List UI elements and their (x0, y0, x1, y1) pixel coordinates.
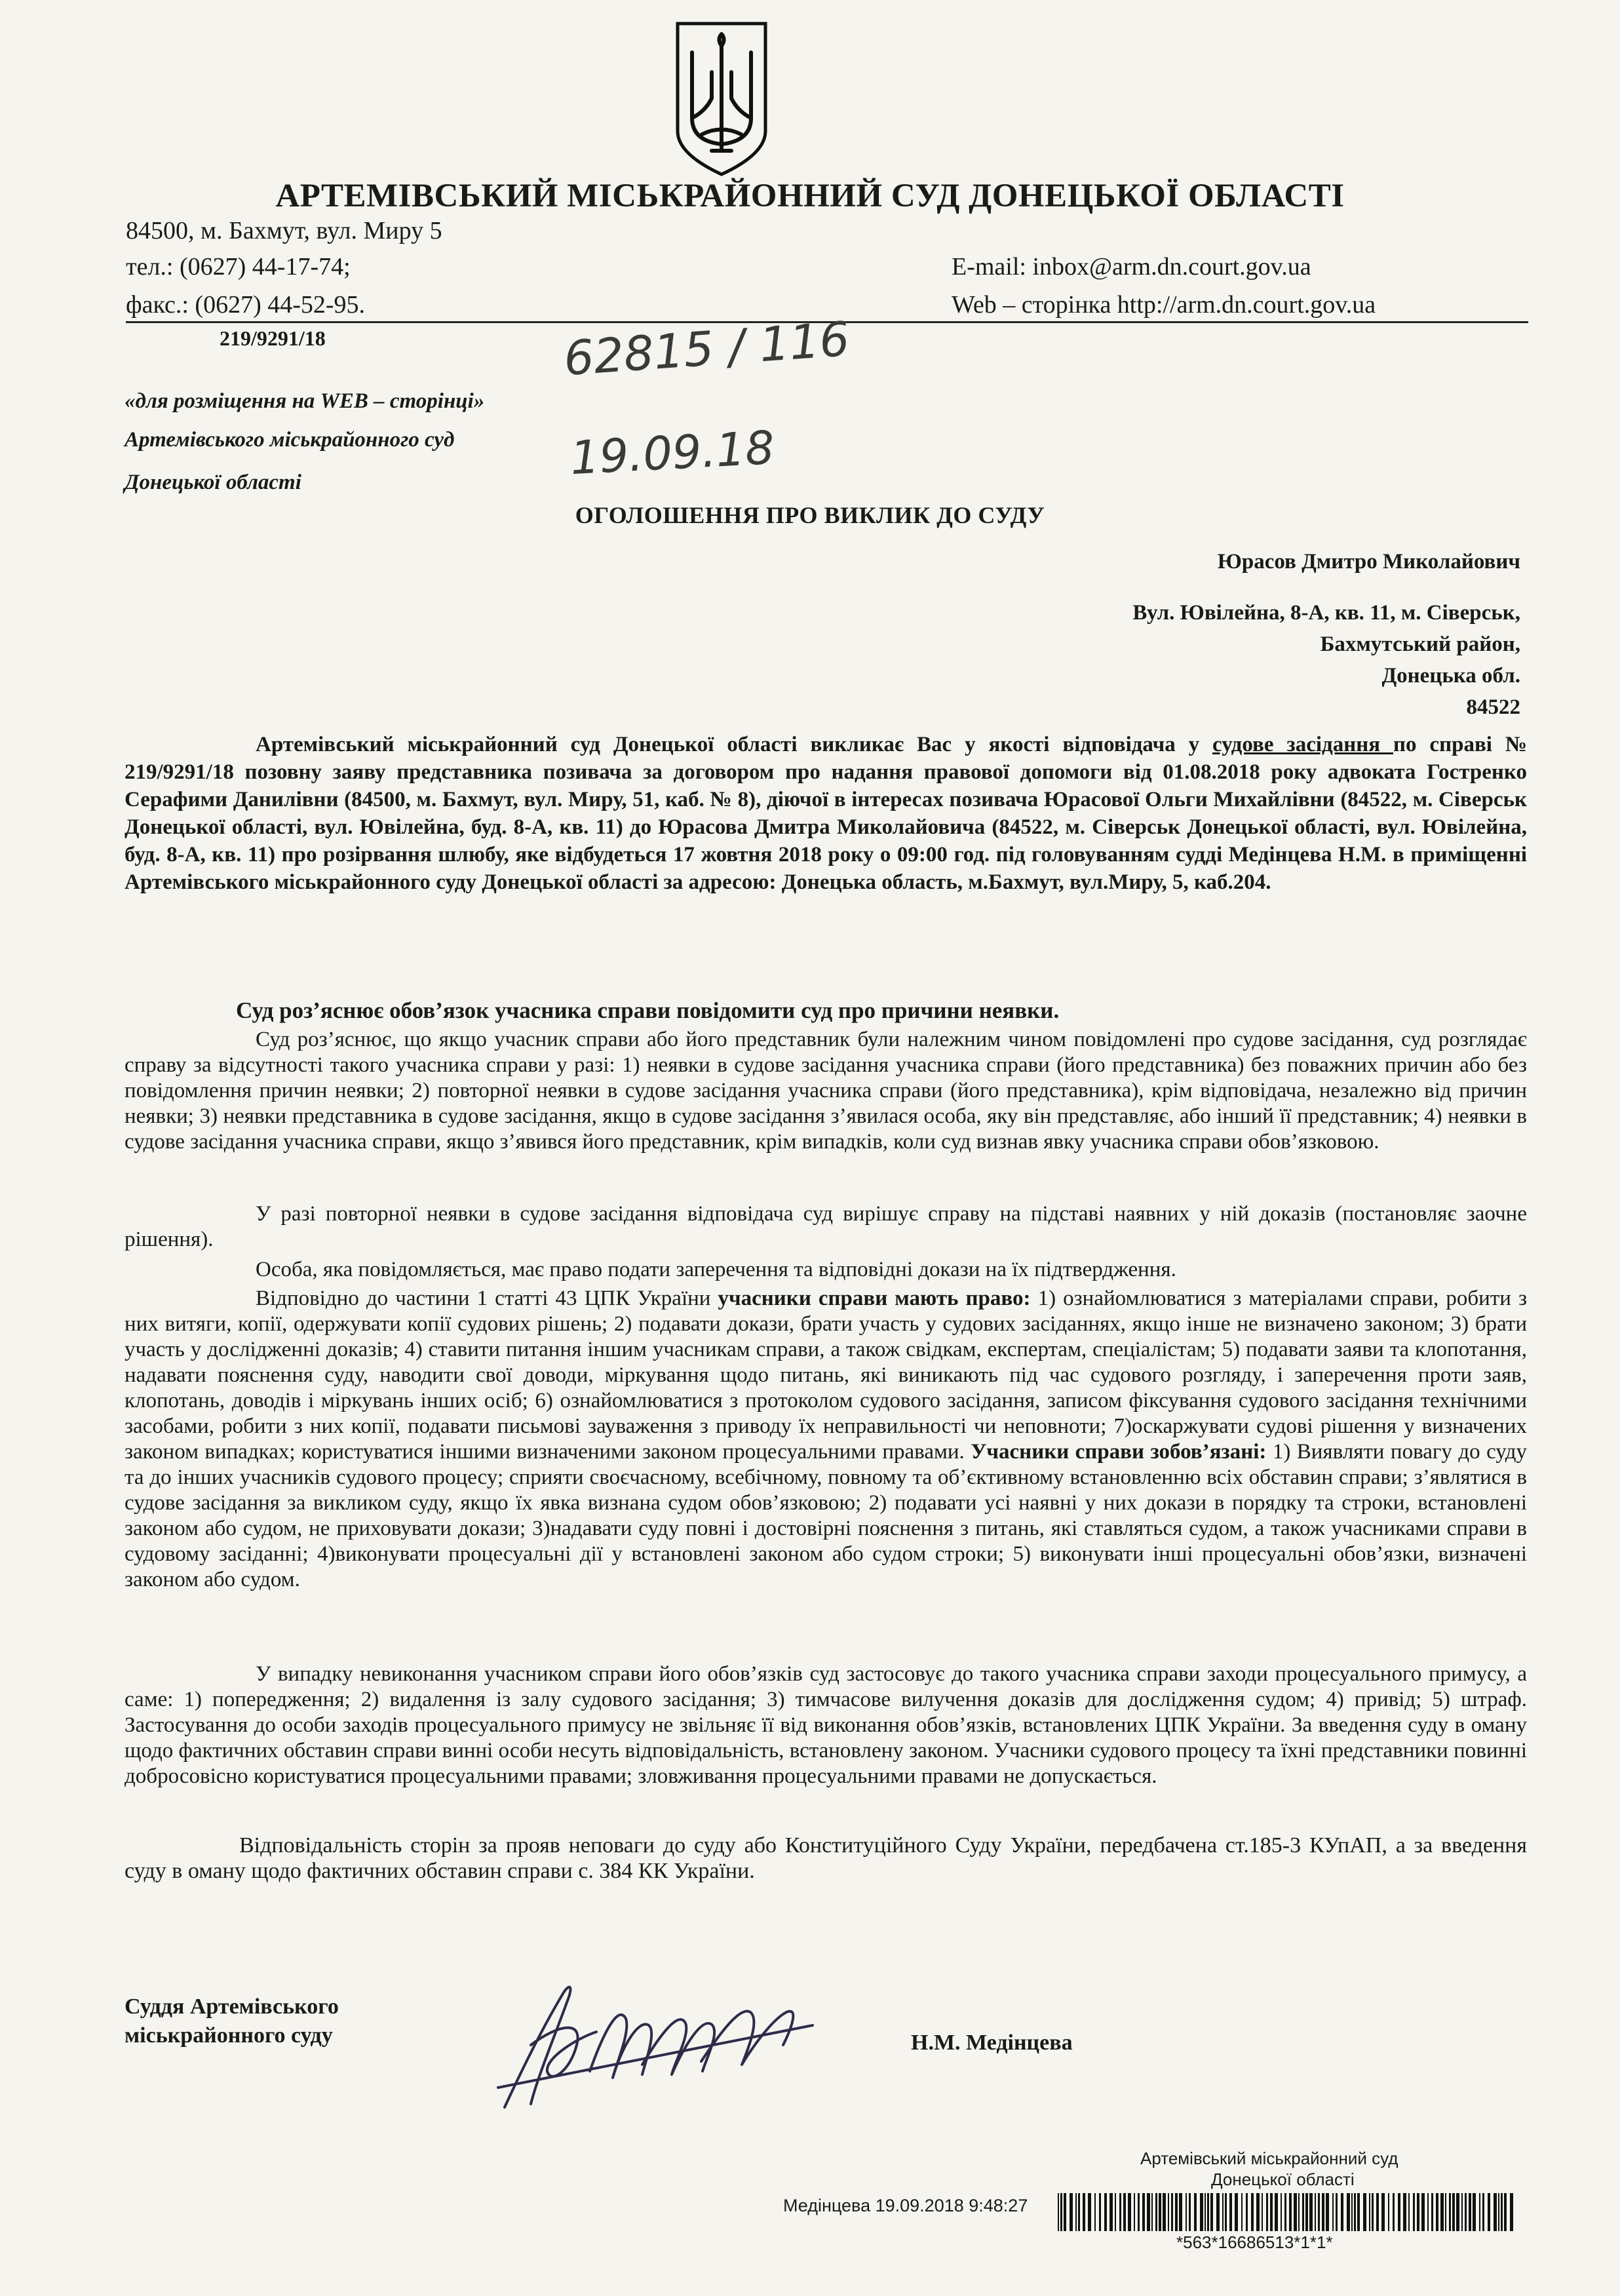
summons-text-start: Артемівський міськрайонний суд Донецької області викликає Вас у якості відповідача у (256, 733, 1213, 756)
liability-paragraph: Відповідальність сторін за прояв неповаги до суду або Конституційного Суду України, передбачена ст.185-3 КУпАП, а за введення суду в оману щодо фактичних обставин справи с. 384 КК України. (125, 1833, 1527, 1883)
summons-paragraph (125, 731, 1527, 896)
objection-right-paragraph: Особа, яка повідомляється, має право подати заперечення та відповідні докази на їх підтвердження. (256, 1258, 1176, 1281)
court-title: АРТЕМІВСЬКИЙ МІСЬКРАЙОННИЙ СУД ДОНЕЦЬКОЇ ОБЛАСТІ (275, 178, 1345, 214)
handwritten-signature (485, 1947, 826, 2124)
summons-text-rest: по справі № 219/9291/18 позовну заяву представника позивача за договором про надання правової допомоги від 01.08.2018 року адвоката Гостренко Серафими Данилівни (84500, м. Бахмут, вул. Миру, 51, каб. № 8), діючої в інтересах позивача Юрасової Ольги Михайлівни (84522, м. Сіверськ Донецької області, вул. Ювілейна, буд. 8-А, кв. 11) до Юрасова Дмитра Миколайовича (84522, м. Сіверськ Донецької області, вул. Ювілейна, буд. 8-А, кв. 11) про розірвання шлюбу, яке відбудеться 17 жовтня 2018 року о 09:00 год. під головуванням судді Медінцева Н.М. в приміщенні Артемівського міськрайонного суду Донецької області за адресою: Донецька область, м.Бахмут, вул.Миру, 5, каб.204. (125, 733, 1527, 894)
notice-title: ОГОЛОШЕННЯ ПРО ВИКЛИК ДО СУДУ (575, 502, 1045, 528)
recipient-line-3: Донецької області (125, 471, 301, 494)
placement-note: «для розміщення на WEB – сторінці» (125, 389, 485, 413)
case-number: 219/9291/18 (220, 326, 326, 350)
addressee-district: Бахмутський район, (1320, 632, 1520, 656)
stamp-org-line-1: Артемівський міськрайонний суд (1140, 2149, 1398, 2168)
addressee-region: Донецька обл. (1381, 664, 1520, 688)
addressee-block (885, 546, 1520, 723)
judge-name: Н.М. Медінцева (911, 2031, 1073, 2055)
court-hearing-underlined: судове засідання (1212, 733, 1393, 756)
judge-title-line-1: Суддя Артемівського (125, 1994, 339, 2019)
judge-title (125, 1993, 339, 2050)
rights-heading: учасники справи мають право: (718, 1287, 1031, 1310)
repeat-absence-paragraph: У разі повторної неявки в судове засідання відповідача суд вирішує справу на підставі наявних у ній доказів (постановляє заочне рішення). (125, 1202, 1527, 1251)
absence-duty-heading: Суд роз’яснює обов’язок учасника справи повідомити суд про причини неявки. (236, 998, 1060, 1023)
barcode-icon (1056, 2193, 1515, 2231)
barcode-text: *563*16686513*1*1* (1176, 2232, 1333, 2252)
court-address: 84500, м. Бахмут, вул. Миру 5 (126, 217, 442, 244)
duties-heading: Учасники справи зобов’язані: (971, 1440, 1267, 1464)
coercion-paragraph: У випадку невиконання учасником справи його обов’язків суд застосовує до такого учасника справи заходи процесуального примусу, а саме: 1) попередження; 2) видалення із залу судового засідання; 3) тимчасове вилучення доказів для дослідження судом; 4) привід; 5) штраф. Застосування до особи заходів процесуального примусу не звільняє її від виконання обов’язків, встановлених ЦПК України. За введення суду в оману щодо фактичних обставин справи винні особи несуть відповідальність, встановлену законом. Учасники судового процесу та їхні представники повинні добросовісно користуватися процесуальними правами; зловживання процесуальними правами не допускається. (125, 1662, 1527, 1788)
handwritten-registration-number: 62815 / 116 (562, 311, 851, 387)
coat-of-arms-icon (672, 20, 771, 177)
court-phone: тел.: (0627) 44-17-74; (126, 253, 351, 281)
recipient-line-2: Артемівського міськрайонного суд (125, 428, 455, 452)
rights-duties-paragraph (125, 1286, 1527, 1593)
court-email: E-mail: inbox@arm.dn.court.gov.ua (952, 253, 1311, 281)
stamp-org-line-2: Донецької області (1211, 2170, 1355, 2189)
esign-timestamp: Медінцева 19.09.2018 9:48:27 (783, 2196, 1028, 2215)
rights-intro: Відповідно до частини 1 статті 43 ЦПК України (256, 1287, 718, 1310)
absence-rules-paragraph: Суд роз’яснює, що якщо учасник справи або його представник були належним чином повідомлені про судове засідання, суд розглядає справу за відсутності такого учасника справи у разі: 1) неявки в судове засідання учасника справи (його представника) без поважних причин або без повідомлення причин неявки; 2) повторної неявки в судове засідання учасника справи (його представника), крім відповідача, незалежно від причин неявки; 3) неявки представника в судове засідання, якщо в судове засідання з’явилася особа, яку він представляє, або інший її представник; 4) неявки в судове засідання учасника справи, якщо з’явився його представник, крім випадків, коли суд визнав явку учасника справи обов’язковою. (125, 1028, 1527, 1154)
addressee-street: Вул. Ювілейна, 8-А, кв. 11, м. Сіверськ, (1132, 601, 1520, 625)
judge-title-line-2: міськрайонного суду (125, 2023, 333, 2048)
addressee-postcode: 84522 (1466, 695, 1520, 719)
court-website: Web – сторінка http://arm.dn.court.gov.ua (952, 291, 1376, 319)
addressee-name: Юрасов Дмитро Миколайович (1217, 550, 1520, 574)
duties-list: 1) Виявляти повагу до суду та до інших учасників судового процесу; сприяти своєчасному, всебічному, повному та об’єктивному встановленню всіх обставин справи; з’являтися в судове засідання за викликом суду, якщо їх явка визнана судом обов’язковою; 2) подавати усі наявні у них докази в порядку та строки, встановлені законом або судом, не приховувати докази; 3)надавати суду повні і достовірні пояснення з питань, які ставляться судом, а також учасниками справи в судовому засіданні; 4)виконувати процесуальні дії у встановлені законом або судом строки; 5) виконувати інші процесуальні обов’язки, визначені законом або судом. (125, 1440, 1527, 1591)
court-fax: факс.: (0627) 44-52-95. (126, 291, 366, 319)
rights-list: 1) ознайомлюватися з матеріалами справи, робити з них витяги, копії, одержувати копії судових рішень; 2) подавати докази, брати участь у судових засіданнях, якщо інше не визначено законом; 3) брати участь у дослідженні доказів; 4) ставити питання іншим учасникам справи, а також свідкам, експертам, спеціалістам; 5) подавати заяви та клопотання, надавати пояснення суду, наводити свої доводи, міркування щодо питань, які виникають під час судового розгляду, і заперечення проти заяв, клопотань, доводів і міркувань інших осіб; 6) ознайомлюватися з протоколом судового засідання, записом фіксування судового засідання технічними засобами, робити з них копії, подавати письмові зауваження з приводу їх неправильності чи неповноти; 7)оскаржувати судові рішення у визначених законом випадках; користуватися іншими визначеними законом процесуальними правами. (125, 1287, 1528, 1464)
handwritten-date: 19.09.18 (569, 420, 776, 486)
